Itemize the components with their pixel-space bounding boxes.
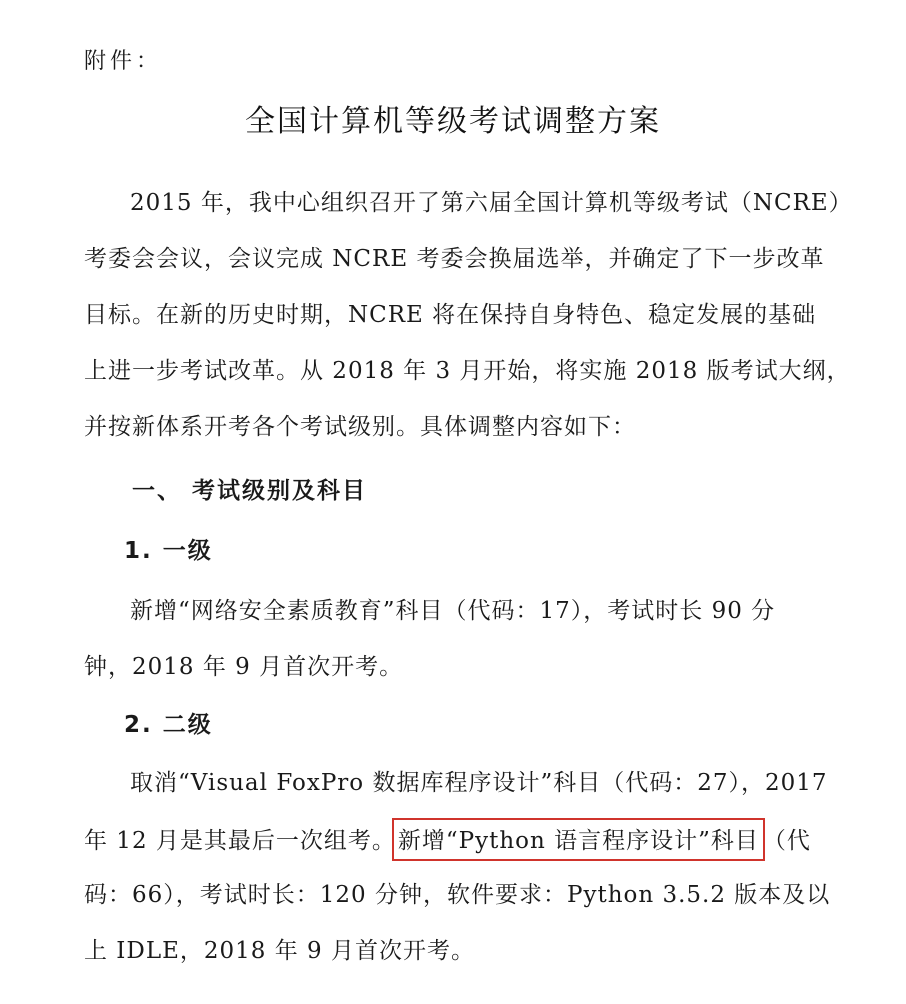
level-2-line-2-start: 年 12 月是其最后一次组考。 [84, 828, 396, 854]
document-title: 全国计算机等级考试调整方案 [245, 104, 661, 139]
attachment-label: 附件： [84, 49, 163, 74]
intro-line-2: 考委会会议，会议完成 NCRE 考委会换届选举，并确定了下一步改革 [84, 246, 825, 272]
intro-line-5: 并按新体系开考各个考试级别。具体调整内容如下： [84, 414, 636, 440]
level-2-line-2-end: （代 [762, 828, 811, 854]
level-1-line-1: 新增“网络安全素质教育”科目（代码：17），考试时长 90 分 [130, 598, 776, 624]
intro-line-1: 2015 年，我中心组织召开了第六届全国计算机等级考试（NCRE） [130, 190, 853, 216]
level-2-line-2 [84, 818, 854, 861]
level-2-line-3: 码：66），考试时长：120 分钟，软件要求：Python 3.5.2 版本及以 [84, 882, 831, 908]
section-heading-1: 一、 考试级别及科目 [132, 478, 368, 504]
python-highlight-box: 新增“Python 语言程序设计”科目 [392, 818, 765, 861]
level-1-line-2: 钟，2018 年 9 月首次开考。 [84, 654, 404, 680]
intro-line-3: 目标。在新的历史时期，NCRE 将在保持自身特色、稳定发展的基础 [84, 302, 817, 328]
level-1-heading: 1. 一级 [124, 538, 213, 564]
level-2-line-4: 上 IDLE，2018 年 9 月首次开考。 [84, 938, 475, 964]
level-2-line-1: 取消“Visual FoxPro 数据库程序设计”科目（代码：27），2017 [130, 770, 828, 796]
intro-line-4: 上进一步考试改革。从 2018 年 3 月开始，将实施 2018 版考试大纲， [84, 358, 851, 384]
level-2-heading: 2. 二级 [124, 712, 213, 738]
